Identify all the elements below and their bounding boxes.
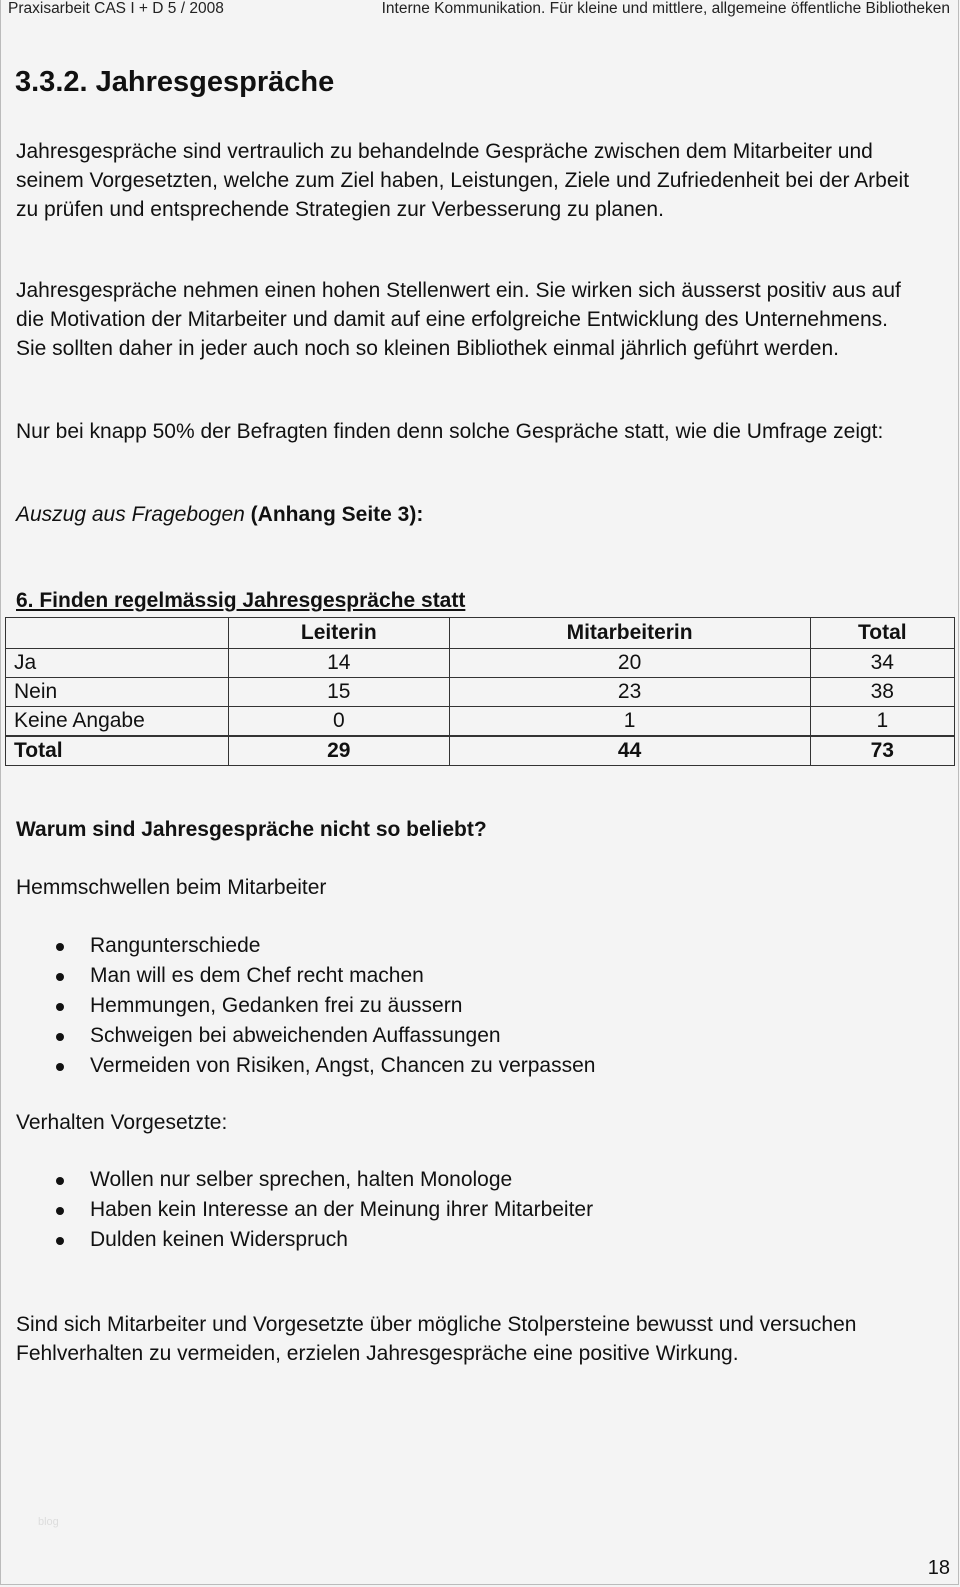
list-item: Dulden keinen Widerspruch [16, 1225, 593, 1255]
table-total-row [6, 736, 955, 766]
cell: 1 [449, 707, 810, 737]
section1-list [16, 931, 595, 1081]
header-left: Praxisarbeit CAS I + D 5 / 2008 [8, 0, 224, 17]
list-item: Vermeiden von Risiken, Angst, Chancen zu verpassen [16, 1051, 595, 1081]
cell: Total [6, 736, 229, 766]
cell: Nein [6, 678, 229, 707]
list-item: Rangunterschiede [16, 931, 595, 961]
list-item: Man will es dem Chef recht machen [16, 961, 595, 991]
cell: 29 [229, 736, 450, 766]
section2-list [16, 1165, 593, 1255]
table-row [6, 649, 955, 678]
table-header: Mitarbeiterin [449, 618, 810, 649]
section1-heading: Hemmschwellen beim Mitarbeiter [16, 876, 327, 899]
table-row [6, 678, 955, 707]
section2-heading: Verhalten Vorgesetzte: [16, 1111, 228, 1134]
cell: 23 [449, 678, 810, 707]
paragraph-3: Nur bei knapp 50% der Befragten finden denn solche Gespräche statt, wie die Umfrage zeigt: [16, 420, 884, 443]
cell: 0 [229, 707, 450, 737]
header-right: Interne Kommunikation. Für kleine und mittlere, allgemeine öffentliche Bibliotheken [381, 0, 950, 17]
excerpt-bold: (Anhang Seite 3): [250, 503, 424, 526]
page-number: 18 [927, 1557, 950, 1579]
question-heading: Warum sind Jahresgespräche nicht so beliebt? [16, 818, 487, 841]
list-item: Hemmungen, Gedanken frei zu äussern [16, 991, 595, 1021]
cell: Ja [6, 649, 229, 678]
table-header: Total [810, 618, 954, 649]
cell: 1 [810, 707, 954, 737]
section-title: 3.3.2. Jahresgespräche [15, 66, 335, 98]
cell: 14 [229, 649, 450, 678]
excerpt-line [16, 501, 423, 530]
cell: 38 [810, 678, 954, 707]
paragraph-1: Jahresgespräche sind vertraulich zu behandelnde Gespräche zwischen dem Mitarbeiter und seinem Vorgesetzten, welche zum Ziel haben, Leistungen, Ziele und Zufriedenheit bei der Arbeit zu prüfen und entsprechende Strategien zur Verbesserung zu planen. [16, 140, 910, 221]
cell: 44 [449, 736, 810, 766]
paragraph-2: Jahresgespräche nehmen einen hohen Stellenwert ein. Sie wirken sich äusserst positiv aus auf die Motivation der Mitarbeiter und damit auf eine erfolgreiche Entwicklung des Unternehmens. Sie sollten daher in jeder auch noch so kleinen Bibliothek einmal jährlich geführt werden. [16, 279, 901, 360]
table-row [6, 707, 955, 737]
list-item: Schweigen bei abweichenden Auffassungen [16, 1021, 595, 1051]
table-header [6, 618, 229, 649]
table-header-row [6, 618, 955, 649]
list-item: Haben kein Interesse an der Meinung ihrer Mitarbeiter [16, 1195, 593, 1225]
conclusion-paragraph: Sind sich Mitarbeiter und Vorgesetzte über mögliche Stolpersteine bewusst und versuchen Fehlverhalten zu vermeiden, erzielen Jahresgespräche eine positive Wirkung. [16, 1313, 857, 1365]
survey-table [5, 617, 955, 766]
cell: Keine Angabe [6, 707, 229, 737]
excerpt-italic: Auszug aus Fragebogen [16, 503, 251, 526]
list-item: Wollen nur selber sprechen, halten Monologe [16, 1165, 593, 1195]
table-header: Leiterin [229, 618, 450, 649]
cell: 15 [229, 678, 450, 707]
table-title: 6. Finden regelmässig Jahresgespräche statt [16, 589, 466, 612]
cell: 20 [449, 649, 810, 678]
cell: 34 [810, 649, 954, 678]
cell: 73 [810, 736, 954, 766]
watermark: blog [38, 1516, 59, 1528]
